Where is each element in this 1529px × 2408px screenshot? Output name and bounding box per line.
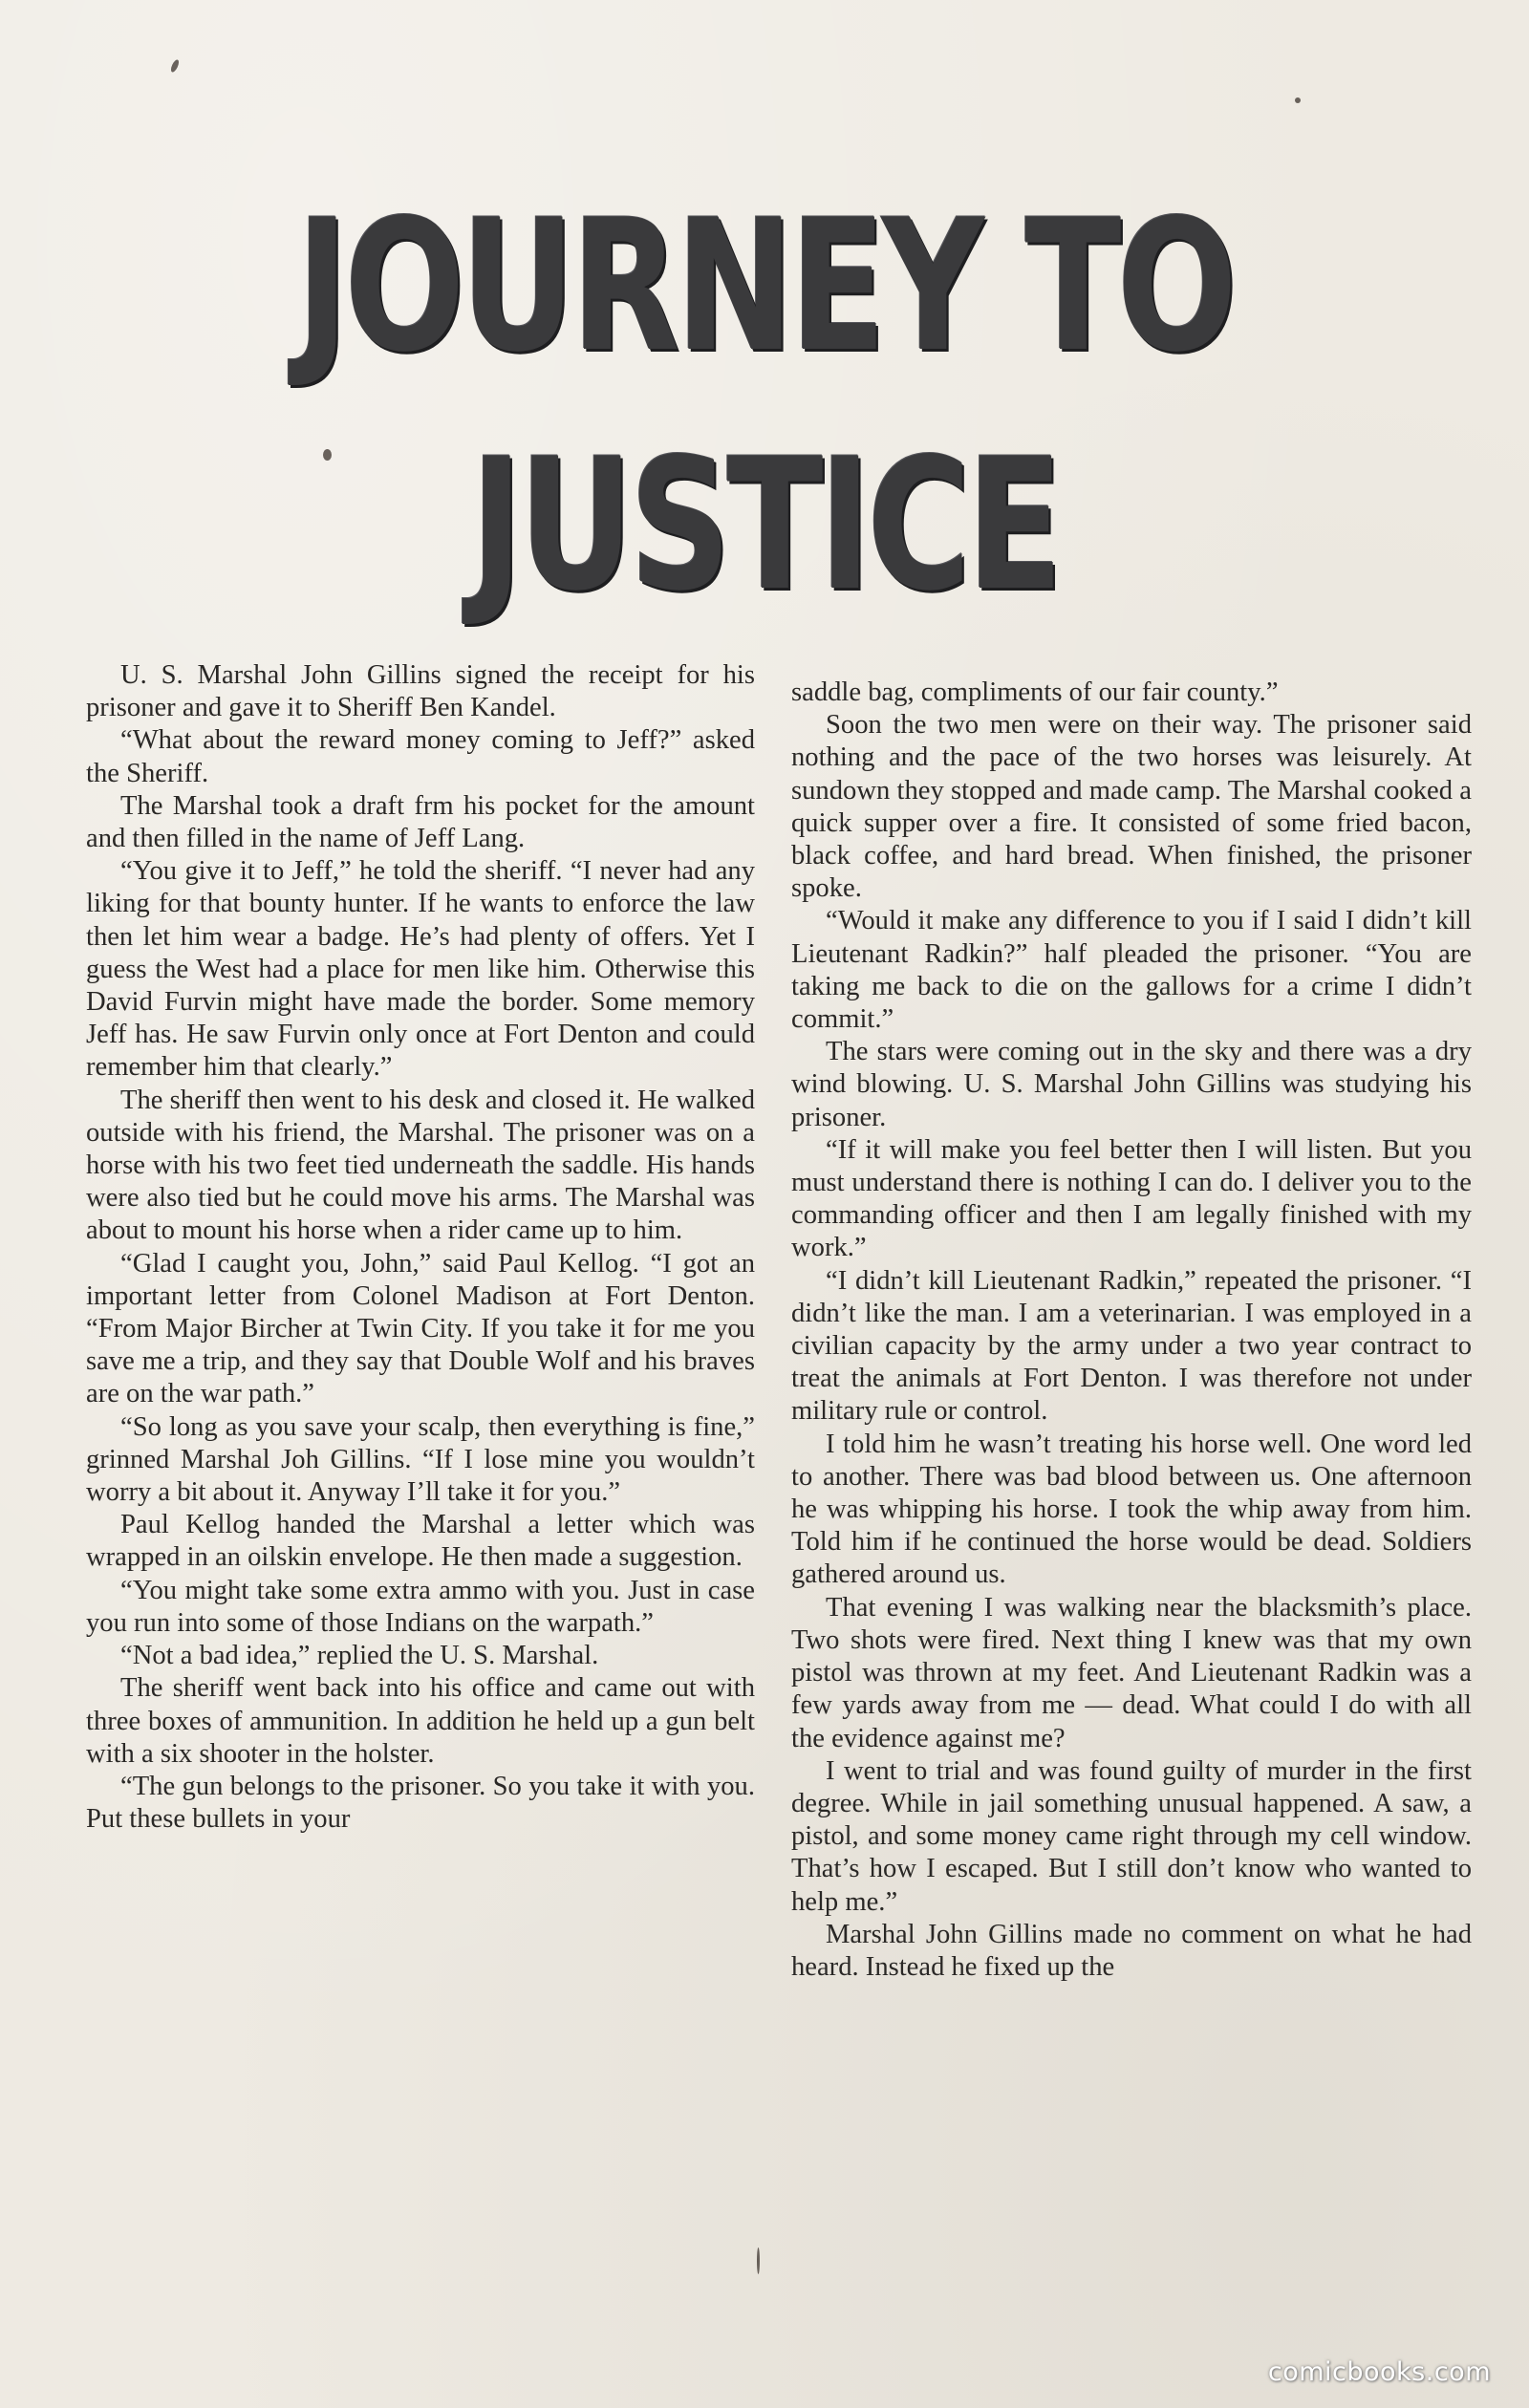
paragraph: The stars were coming out in the sky and there was a dry wind blowing. U. S. Marshal John Gillins was studying his prisoner. xyxy=(791,1037,1472,1132)
paper-fleck xyxy=(757,2247,760,2274)
paragraph: That evening I was walking near the blacksmith’s place. Two shots were fired. Next thing I knew was that my own pistol was thrown at my feet. And Lieutenant Radkin was a few yards away from me — dead. What could I do with all the evidence against me? xyxy=(791,1592,1472,1753)
paragraph-continuation: saddle bag, compliments of our fair county.” xyxy=(791,677,1279,707)
paragraph: “Would it make any difference to you if I said I didn’t kill Lieutenant Radkin?” half pleaded the prisoner. “You are taking me back to die on the gallows for a crime I didn’t commit.” xyxy=(791,906,1472,1035)
paragraph: The sheriff went back into his office and came out with three boxes of ammunition. In addition he held up a gun belt with a six shooter in the holster. xyxy=(86,1673,755,1769)
story-title-line-1: JOURNEY TO xyxy=(295,181,1234,392)
paragraph: “You give it to Jeff,” he told the sheriff. “I never had any liking for that bounty hunter. If he wants to enforce the law then let him wear a badge. He’s had plenty of offers. Yet I guess the West had a place for men like him. Otherwise this David Furvin might have made the border. Some memory Jeff has. He saw Furvin only once at Fort Denton and could remember him that clearly.” xyxy=(86,856,755,1083)
left-text-column xyxy=(86,659,755,1836)
paragraph: “You might take some extra ammo with you. Just in case you run into some of those Indians on the warpath.” xyxy=(86,1575,755,1638)
paragraph: The Marshal took a draft frm his pocket for the amount and then filled in the name of Jeff Lang. xyxy=(86,790,755,854)
paragraph: U. S. Marshal John Gillins signed the receipt for his prisoner and gave it to Sheriff Ben Kandel. xyxy=(86,660,755,723)
paper-fleck xyxy=(1295,97,1301,103)
story-title-line-2: JUSTICE xyxy=(470,419,1059,631)
paragraph: “If it will make you feel better then I will listen. But you must understand there is nothing I can do. I deliver you to the commanding officer and then I am legally finished with my work.” xyxy=(791,1134,1472,1263)
paragraph: Marshal John Gillins made no comment on what he had heard. Instead he fixed up the xyxy=(791,1919,1472,1982)
paragraph: I went to trial and was found guilty of murder in the first degree. While in jail something unusual happened. A saw, a pistol, and some money came right through my cell window. That’s how I escaped. But I still don’t know who wanted to help me.” xyxy=(791,1755,1472,1917)
paragraph: “The gun belongs to the prisoner. So you take it with you. Put these bullets in your xyxy=(86,1771,755,1835)
paper-fleck xyxy=(169,58,180,73)
paragraph: The sheriff then went to his desk and closed it. He walked outside with his friend, the Marshal. The prisoner was on a horse with his two feet tied underneath the saddle. His hands were also tied but he could move his arms. The Marshal was about to mount his horse when a rider came up to him. xyxy=(86,1085,755,1246)
paragraph: “So long as you save your scalp, then everything is fine,” grinned Marshal Joh Gillins. “If I lose mine you wouldn’t worry a bit about it. Anyway I’ll take it for you.” xyxy=(86,1411,755,1508)
right-text-column xyxy=(791,677,1472,1984)
paragraph: “I didn’t kill Lieutenant Radkin,” repeated the prisoner. “I didn’t like the man. I am a veterinarian. I was employed in a civilian capacity by the army under a two year contract to treat the animals at Fort Denton. I was therefore not under military rule or control. xyxy=(791,1265,1472,1427)
paragraph: “Glad I caught you, John,” said Paul Kellog. “I got an important letter from Colonel Madison at Fort Denton. “From Major Bircher at Twin City. If you take it for me you save me a trip, and they say that Double Wolf and his braves are on the war path.” xyxy=(86,1248,755,1409)
paragraph: “What about the reward money coming to Jeff?” asked the Sheriff. xyxy=(86,725,755,788)
paragraph: “Not a bad idea,” replied the U. S. Marshal. xyxy=(120,1641,599,1671)
paragraph: Paul Kellog handed the Marshal a letter which was wrapped in an oilskin envelope. He then made a suggestion. xyxy=(86,1510,755,1573)
paragraph: I told him he wasn’t treating his horse well. One word led to another. There was bad blood between us. One afternoon he was whipping his horse. I took the whip away from him. Told him if he continued the horse would be dead. Soldiers gathered around us. xyxy=(791,1429,1472,1590)
site-watermark: comicbooks.com xyxy=(1267,2357,1491,2387)
paragraph: Soon the two men were on their way. The prisoner said nothing and the pace of the two horses was leisurely. At sundown they stopped and made camp. The Marshal cooked a quick supper over a fire. It consisted of some fried bacon, black coffee, and hard bread. When finished, the prisoner spoke. xyxy=(791,710,1472,904)
